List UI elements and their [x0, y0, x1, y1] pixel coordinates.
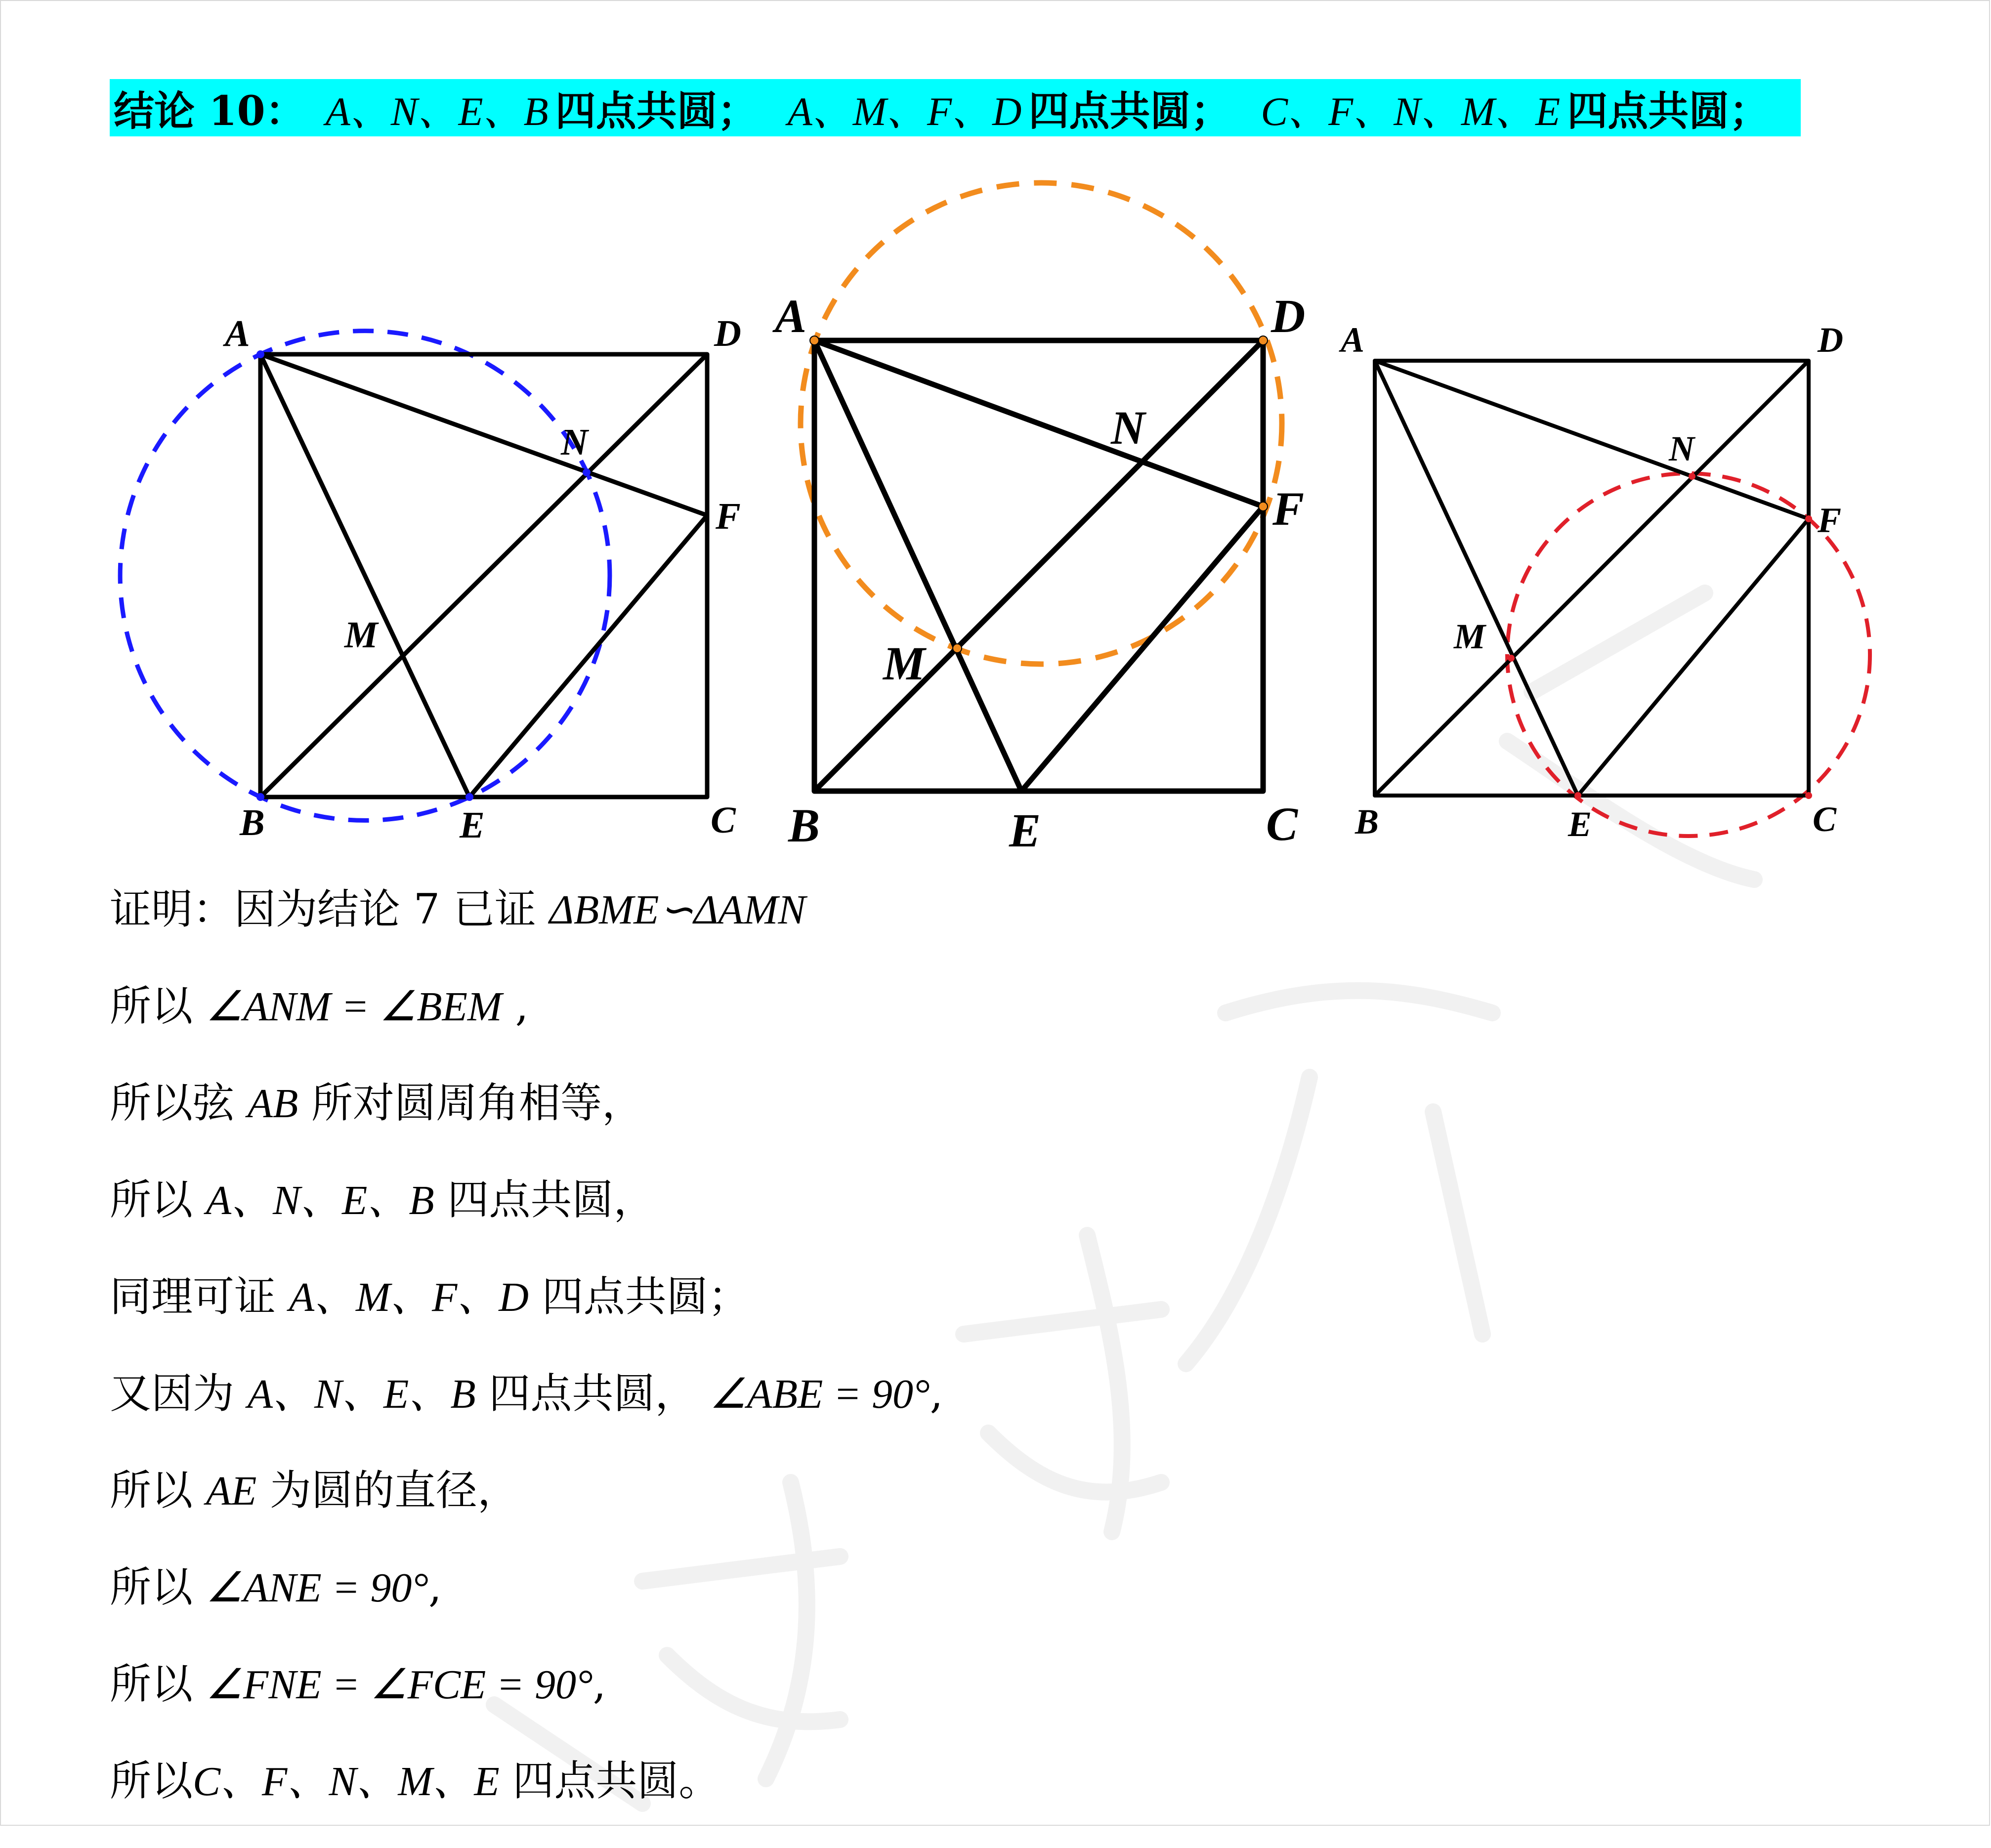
figure-1-point-n	[583, 468, 591, 476]
proof-line-7-math: AE	[206, 1468, 257, 1514]
figure-3-label-n: N	[1669, 429, 1694, 468]
proof-line-2-end: ,	[502, 982, 529, 1030]
figure-3-label-c: C	[1813, 799, 1837, 839]
heading-group3-suffix: 四点共圆；	[1567, 87, 1770, 135]
heading-group2-suffix: 四点共圆；	[1028, 87, 1231, 135]
figure-2-point-m	[953, 644, 962, 653]
proof-line-10-end: 四点共圆。	[499, 1757, 720, 1805]
figure-2	[772, 183, 1305, 857]
figure-3-segment-bd	[1375, 361, 1809, 796]
proof-line-8	[110, 1557, 1889, 1654]
figure-1-segment-bd	[260, 354, 707, 797]
proof-line-2-math: ∠ANM = ∠BEM	[206, 984, 502, 1030]
proof-line-3-text: 所以弦	[110, 1079, 248, 1127]
heading-group3-points: C、F、N、M、E	[1261, 88, 1561, 134]
proof-line-3	[110, 1073, 1889, 1170]
figure-2-point-f	[1259, 502, 1268, 511]
figure-1-label-b: B	[240, 802, 265, 843]
proof-line-7-text: 所以	[110, 1466, 206, 1514]
proof-line-8-end: ,	[428, 1563, 442, 1611]
figure-3-segment-af	[1375, 361, 1809, 519]
proof-line-6-end: ,	[930, 1369, 943, 1418]
proof-line-5-math: A、M、F、D	[289, 1274, 529, 1320]
figure-3-segment-ef	[1578, 519, 1809, 796]
figure-2-label-c: C	[1266, 798, 1298, 850]
proof-line-6-math: A、N、E、B	[247, 1371, 476, 1417]
figure-2-point-d	[1259, 336, 1268, 345]
proof-line-5-text: 同理可证	[110, 1272, 289, 1321]
figure-1-label-e: E	[460, 804, 485, 846]
proof-line-9	[110, 1654, 1889, 1751]
figure-1	[120, 313, 741, 846]
heading-group2-points: A、M、F、D	[787, 88, 1022, 134]
figure-3-label-b: B	[1355, 802, 1379, 841]
heading-group1-suffix: 四点共圆；	[555, 87, 758, 135]
figure-1-point-e	[466, 793, 473, 801]
heading-prefix: 结论 10：	[114, 87, 306, 135]
proof-line-9-end: ,	[593, 1660, 606, 1708]
figure-1-label-c: C	[711, 799, 736, 841]
figure-1-label-n: N	[561, 421, 588, 463]
proof-line-10-math: C、F、N、M、E	[193, 1759, 500, 1805]
figure-2-label-f: F	[1272, 482, 1305, 535]
figure-3-point-n	[1689, 473, 1695, 480]
figure-2-label-d: D	[1271, 290, 1306, 342]
figure-1-point-b	[256, 793, 264, 801]
proof-line-3-end: 所对圆周角相等，	[298, 1079, 644, 1127]
proof-line-1-text: 证明：因为结论 7 已证	[110, 885, 550, 933]
proof-block	[110, 880, 1889, 1848]
figure-2-label-m: M	[883, 637, 926, 690]
proof-line-2	[110, 976, 1889, 1073]
geometry-figures	[0, 0, 1991, 865]
proof-line-1	[110, 880, 1889, 976]
proof-line-2-text: 所以	[110, 982, 206, 1030]
proof-line-4	[110, 1170, 1889, 1267]
figure-2-segment-bd	[814, 340, 1263, 791]
figure-3-label-e: E	[1568, 804, 1592, 844]
proof-line-4-math: A、N、E、B	[206, 1177, 434, 1223]
figure-3-label-m: M	[1454, 617, 1486, 656]
figure-3-circle-cfnme	[1507, 473, 1870, 836]
figure-3-label-f: F	[1818, 501, 1842, 540]
figure-2-point-a	[810, 336, 819, 345]
proof-line-5-end: 四点共圆；	[528, 1272, 750, 1321]
figure-2-label-a: A	[775, 290, 807, 342]
figure-3-segment-ae	[1375, 361, 1578, 796]
figure-1-label-f: F	[716, 496, 741, 537]
proof-line-5	[110, 1267, 1889, 1364]
proof-line-1-math: ΔBME∽ΔAMN	[549, 887, 806, 933]
proof-line-9-math: ∠FNE = ∠FCE = 90°	[206, 1662, 593, 1708]
proof-line-9-text: 所以	[110, 1660, 206, 1708]
proof-line-7-end: 为圆的直径，	[256, 1466, 519, 1514]
proof-line-4-end: 四点共圆，	[434, 1176, 655, 1224]
proof-line-6-mid: 四点共圆，	[475, 1369, 710, 1418]
proof-line-6	[110, 1364, 1889, 1461]
proof-line-10	[110, 1751, 1889, 1848]
figure-1-label-a: A	[225, 313, 250, 354]
figure-3-label-a: A	[1341, 320, 1365, 360]
proof-line-7	[110, 1461, 1889, 1557]
proof-line-10-text: 所以	[110, 1757, 193, 1805]
figure-2-label-b: B	[788, 799, 820, 852]
proof-line-6-text: 又因为	[110, 1369, 248, 1418]
proof-line-8-text: 所以	[110, 1563, 206, 1611]
proof-line-8-math: ∠ANE = 90°	[206, 1565, 428, 1611]
figure-2-label-n: N	[1111, 401, 1145, 454]
proof-line-6-math2: ∠ABE = 90°	[710, 1371, 930, 1417]
figure-3-point-e	[1574, 792, 1581, 799]
figure-1-label-d: D	[714, 313, 741, 354]
figure-2-label-e: E	[1009, 804, 1041, 857]
figure-1-point-a	[256, 350, 264, 358]
figure-3-point-c	[1805, 792, 1812, 799]
figure-3-label-d: D	[1818, 320, 1843, 360]
heading-group1-points: A、N、E、B	[325, 88, 549, 134]
figure-3	[1339, 320, 1870, 844]
figure-3-point-m	[1508, 655, 1515, 662]
figure-1-label-m: M	[344, 614, 378, 656]
proof-line-3-math: AB	[247, 1081, 298, 1127]
figure-3-point-f	[1805, 515, 1812, 522]
proof-line-4-text: 所以	[110, 1176, 206, 1224]
